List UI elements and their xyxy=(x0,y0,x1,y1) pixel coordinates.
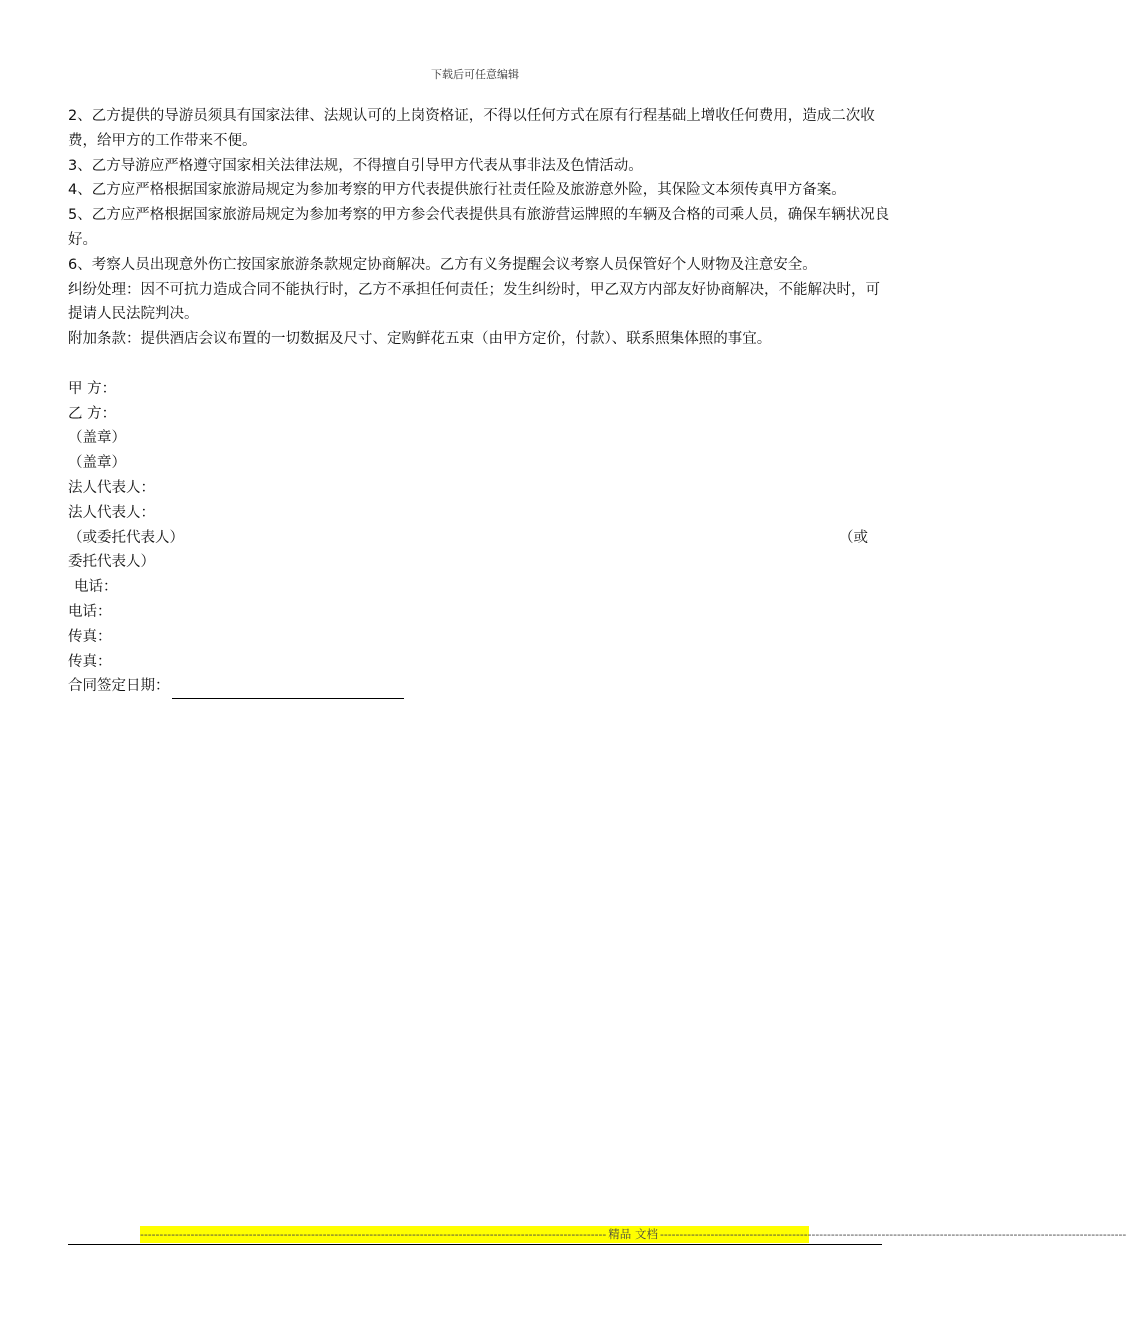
clause-number: 3 xyxy=(68,157,78,174)
party-b-label: 乙 方： xyxy=(68,405,117,422)
clause-text: 、乙方导游应严格遵守国家相关法律法规，不得擅自引导甲方代表从事非法及色情活动。 xyxy=(77,157,643,174)
contract-body xyxy=(68,104,890,699)
delegate-label-right: （或 xyxy=(839,529,868,546)
section-spacer xyxy=(68,352,890,377)
seal-label: （盖章） xyxy=(68,430,126,447)
clause-number: 4 xyxy=(68,182,78,199)
signing-date-row xyxy=(68,674,890,699)
footer-label: 精品 文档 xyxy=(608,1227,658,1241)
delegate-row xyxy=(68,526,868,551)
footer-rule xyxy=(68,1244,882,1245)
clause-3 xyxy=(68,154,890,179)
clause-2 xyxy=(68,104,890,154)
fax-label: 传真： xyxy=(68,653,112,670)
clause-number: 5 xyxy=(68,207,78,224)
delegate-label-left: （或委托代表人） xyxy=(68,529,184,546)
clause-number: 6 xyxy=(68,256,78,273)
additional-clause: 附加条款：提供酒店会议布置的一切数据及尺寸、定购鲜花五束（由甲方定价，付款）、联系照集体照的事宜。 xyxy=(68,331,772,348)
legal-representative-label: 法人代表人： xyxy=(68,504,155,521)
phone-label: 电话： xyxy=(68,603,112,620)
seal-label: （盖章） xyxy=(68,455,126,472)
clause-text: 、乙方提供的导游员须具有国家法律、法规认可的上岗资格证，不得以任何方式在原有行程基础上增收任何费用，造成二次收费，给甲方的工作带来不便。 xyxy=(68,108,875,149)
fax-label: 传真： xyxy=(68,628,112,645)
footer-dash-left: ------------------------------------------------------------------------------------------------------------------------ xyxy=(140,1227,607,1241)
footer-dash-right: ------------------------------------------------------------------------------------------------------------------------ xyxy=(659,1227,1126,1241)
clause-text: 、乙方应严格根据国家旅游局规定为参加考察的甲方参会代表提供具有旅游营运牌照的车辆及合格的司乘人员，确保车辆状况良好。 xyxy=(68,207,890,248)
clause-5 xyxy=(68,203,890,253)
clause-number: 2 xyxy=(68,108,78,124)
clause-6 xyxy=(68,253,890,278)
clause-text: 、乙方应严格根据国家旅游局规定为参加考察的甲方代表提供旅行社责任险及旅游意外险，其保险文本须传真甲方备案。 xyxy=(77,182,846,199)
delegate-label-continued: 委托代表人） xyxy=(68,554,155,571)
page-header-note: 下载后可任意编辑 xyxy=(431,68,519,81)
dispute-clause: 纠纷处理：因不可抗力造成合同不能执行时，乙方不承担任何责任；发生纠纷时，甲乙双方内部友好协商解决，不能解决时，可提请人民法院判决。 xyxy=(68,281,880,323)
signing-date-label: 合同签定日期： xyxy=(68,678,170,695)
clause-text: 、考察人员出现意外伤亡按国家旅游条款规定协商解决。乙方有义务提醒会议考察人员保管好个人财物及注意安全。 xyxy=(77,256,817,273)
legal-representative-label: 法人代表人： xyxy=(68,479,155,496)
signing-date-blank xyxy=(172,680,404,699)
footer-highlight-band xyxy=(140,1226,1126,1243)
party-a-label: 甲 方： xyxy=(68,380,117,397)
phone-label: 电话： xyxy=(74,579,118,596)
clause-4 xyxy=(68,178,890,203)
